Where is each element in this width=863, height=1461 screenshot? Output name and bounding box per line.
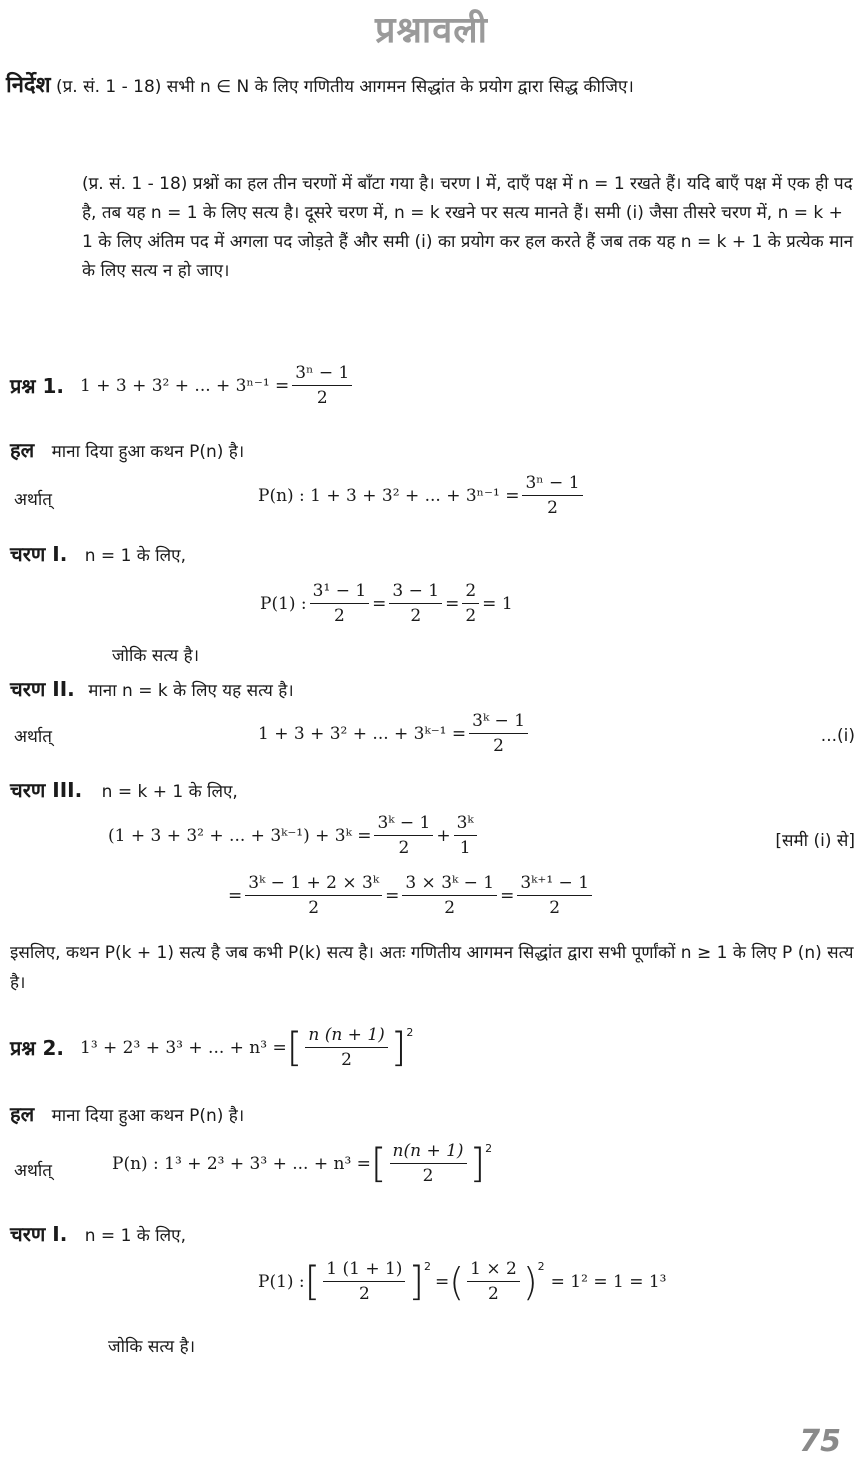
q1-s3b-f3-den: 2	[549, 898, 561, 918]
q2-hal-label: हल	[10, 1102, 35, 1126]
q1-p1-f1-den: 2	[333, 606, 345, 626]
q1-step2-equation	[258, 710, 531, 757]
q2-arthat: अर्थात्	[14, 1161, 52, 1181]
q1-p1-f3-den: 2	[465, 606, 477, 626]
q1-hal-label: हल	[10, 438, 35, 462]
q2-p1-bracket-fraction	[323, 1258, 405, 1305]
q1-p1-prefix: P(1) :	[260, 593, 307, 614]
q1-label: प्रश्न 1.	[10, 374, 64, 398]
q2-lhs: 1³ + 2³ + 3³ + ... + n³ =	[80, 1037, 287, 1058]
q2-num: n (n + 1)	[305, 1024, 387, 1048]
q1-s3b-f2-num: 3 × 3ᵏ − 1	[402, 872, 497, 896]
q2-label: प्रश्न 2.	[10, 1036, 64, 1060]
q1-solution-intro	[10, 436, 244, 463]
q1-arthat: अर्थात्	[14, 490, 52, 510]
q1-s2-fraction	[469, 710, 528, 757]
q1-pn-equation	[258, 472, 586, 519]
q1-hal-text: माना दिया हुआ कथन P(n) है।	[51, 442, 245, 462]
q1-p1-f1-num: 3¹ − 1	[310, 580, 370, 604]
q2-statement: प्रश्न 2. 1³ + 2³ + 3³ + ... + n³ = [ $\frac{n (n + 1)}{2}$ ] $^2$	[10, 1024, 414, 1071]
q1-s3b-f3	[517, 872, 592, 919]
q1-p1-f1	[310, 580, 370, 627]
q1-s3b-f3-num: 3ᵏ⁺¹ − 1	[517, 872, 592, 896]
q1-eq-number: ...(i)	[820, 726, 855, 746]
q2-p1-p-exp: 2	[537, 1260, 545, 1273]
q1-pn-lhs: P(n) : 1 + 3 + 3² + ... + 3ⁿ⁻¹ =	[258, 485, 520, 506]
q1-step3-label: चरण III.	[10, 778, 83, 802]
q1-pn-den: 2	[547, 498, 558, 518]
q2-p1-p-den: 2	[488, 1284, 499, 1304]
q1-s3-f1-num: 3ᵏ − 1	[374, 812, 433, 836]
q1-p1-end: = 1	[482, 593, 513, 614]
q1-arthat2: अर्थात्	[14, 727, 52, 747]
q2-exponent: 2	[406, 1026, 414, 1039]
q2-p1-b-num: 1 (1 + 1)	[323, 1258, 405, 1282]
q2-p1-end: = 1² = 1 = 1³	[550, 1271, 667, 1292]
q1-statement	[10, 362, 355, 409]
q1-p1-f3-num: 2	[462, 580, 479, 604]
q1-s3b-f2	[402, 872, 497, 919]
q1-step3-text: n = k + 1 के लिए,	[101, 782, 238, 802]
q1-s3b-f1	[245, 872, 382, 919]
q1-s3-f2-den: 1	[459, 838, 471, 858]
q1-s3-f2-num: 3ᵏ	[454, 812, 477, 836]
q1-s3-f2	[454, 812, 477, 859]
page-number: 75	[799, 1424, 841, 1459]
q1-s3b-f1-den: 2	[308, 898, 320, 918]
q2-pn-num: n(n + 1)	[390, 1140, 467, 1164]
directive-text: (प्र. सं. 1 - 18) सभी n ∈ N के लिए गणितीय आगमन सिद्धांत के प्रयोग द्वारा सिद्ध कीजिए।	[55, 77, 634, 97]
q1-step1-text: n = 1 के लिए,	[84, 546, 186, 566]
q2-p1-equation: P(1) : [ $\frac{1 (1 + 1)}{2}$ ] $^2$ = ( $\frac{1 \times 2}{2}$ ) $^2$ = 1² = 1 = 1³	[258, 1258, 667, 1305]
q1-p1-f2-num: 3 − 1	[389, 580, 442, 604]
q1-s2-lhs: 1 + 3 + 3² + ... + 3ᵏ⁻¹ =	[258, 723, 467, 744]
page-title: प्रश्नावली	[374, 10, 488, 51]
q2-p1-prefix: P(1) :	[258, 1271, 305, 1292]
q1-step3-simplification: = $\frac{\text{3ᵏ − 1 + 2 × 3ᵏ}}{2}$ = $\frac{\text{3 × 3ᵏ − 1}}{2}$ = $\frac{\text{3ᵏ⁺¹ − 1}}{2}$	[228, 872, 595, 919]
q1-step3-equation: (1 + 3 + 3² + ... + 3ᵏ⁻¹) + 3ᵏ = $\frac{\text{3ᵏ − 1}}{2}$ + $\frac{\text{3ᵏ}}{1}$	[108, 812, 480, 859]
q1-pn-fraction	[522, 472, 582, 519]
q2-p1-p-num: 1 × 2	[467, 1258, 520, 1282]
q1-step2-label: चरण II.	[10, 677, 75, 701]
q1-step2-text: माना n = k के लिए यह सत्य है।	[88, 681, 294, 701]
q2-true-text: जोकि सत्य है।	[108, 1337, 196, 1357]
directive-label: निर्देश	[6, 73, 51, 98]
q1-s3-lhs: (1 + 3 + 3² + ... + 3ᵏ⁻¹) + 3ᵏ =	[108, 825, 372, 846]
directive-paragraph	[6, 70, 856, 103]
q2-step1	[10, 1220, 186, 1247]
q2-den: 2	[341, 1050, 352, 1070]
q1-p1-f2-den: 2	[410, 606, 422, 626]
q2-step1-label: चरण I.	[10, 1222, 68, 1246]
q1-rhs-num: 3ⁿ − 1	[292, 362, 352, 386]
q2-p1-b-den: 2	[358, 1284, 370, 1304]
q1-pn-num: 3ⁿ − 1	[522, 472, 582, 496]
q1-s3-reference: [समी (i) से]	[775, 831, 855, 851]
q1-p1-equation: P(1) : $\frac{\text{3¹ − 1}}{2}$ = $\frac{3 - 1}{2}$ = $\frac{2}{2}$ = 1	[260, 581, 513, 626]
q1-s2-den: 2	[493, 736, 504, 756]
q2-fraction	[305, 1024, 387, 1071]
method-note: (प्र. सं. 1 - 18) प्रश्नों का हल तीन चरणों में बाँटा गया है। चरण I में, दाएँ पक्ष में n = 1 रखते हैं। यदि बाएँ पक्ष में एक ही पद है, तब यह n = 1 के लिए सत्य है। दूसरे चरण में, n = k रखने पर सत्य मानते हैं। समी (i) जैसा तीसरे चरण में, n = k + 1 के लिए अंतिम पद में अगला पद जोड़ते हैं और समी (i) का प्रयोग कर हल करते हैं जब तक यह n = k + 1 के प्रत्येक मान के लिए सत्य न हो जाए।	[82, 174, 854, 281]
q1-rhs-fraction	[292, 362, 352, 409]
q2-pn-den: 2	[422, 1166, 434, 1186]
q2-pn-equation: P(n) : 1³ + 2³ + 3³ + ... + n³ = [ $\frac{n(n + 1)}{2}$ ] $^2$	[112, 1140, 493, 1187]
q1-rhs-den: 2	[316, 388, 328, 408]
q2-p1-b-exp: 2	[424, 1260, 432, 1273]
q1-step2	[10, 675, 294, 702]
q1-s3-f1	[374, 812, 433, 859]
q1-step1-label: चरण I.	[10, 542, 68, 566]
q1-step3	[10, 776, 238, 803]
q1-p1-f2	[389, 580, 442, 627]
q1-p1-f3	[462, 580, 479, 627]
q1-s3b-f2-den: 2	[444, 898, 456, 918]
q1-s3-f1-den: 2	[398, 838, 410, 858]
q1-conclusion: इसलिए, कथन P(k + 1) सत्य है जब कभी P(k) सत्य है। अतः गणितीय आगमन सिद्धांत द्वारा सभी पूर्णांकों n ≥ 1 के लिए P (n) सत्य है।	[10, 943, 854, 993]
q1-s2-num: 3ᵏ − 1	[469, 710, 528, 734]
q2-pn-exponent: 2	[485, 1142, 493, 1155]
q2-solution-intro	[10, 1100, 244, 1127]
q2-p1-paren-fraction	[467, 1258, 520, 1305]
q1-s3b-f1-num: 3ᵏ − 1 + 2 × 3ᵏ	[245, 872, 382, 896]
q1-step1	[10, 540, 186, 567]
q2-pn-lhs: P(n) : 1³ + 2³ + 3³ + ... + n³ =	[112, 1153, 371, 1174]
q2-step1-text: n = 1 के लिए,	[84, 1226, 186, 1246]
q1-lhs: 1 + 3 + 3² + ... + 3ⁿ⁻¹ =	[80, 375, 290, 396]
q1-true-text: जोकि सत्य है।	[112, 646, 200, 666]
q2-hal-text: माना दिया हुआ कथन P(n) है।	[51, 1106, 245, 1126]
q2-pn-fraction	[390, 1140, 467, 1187]
